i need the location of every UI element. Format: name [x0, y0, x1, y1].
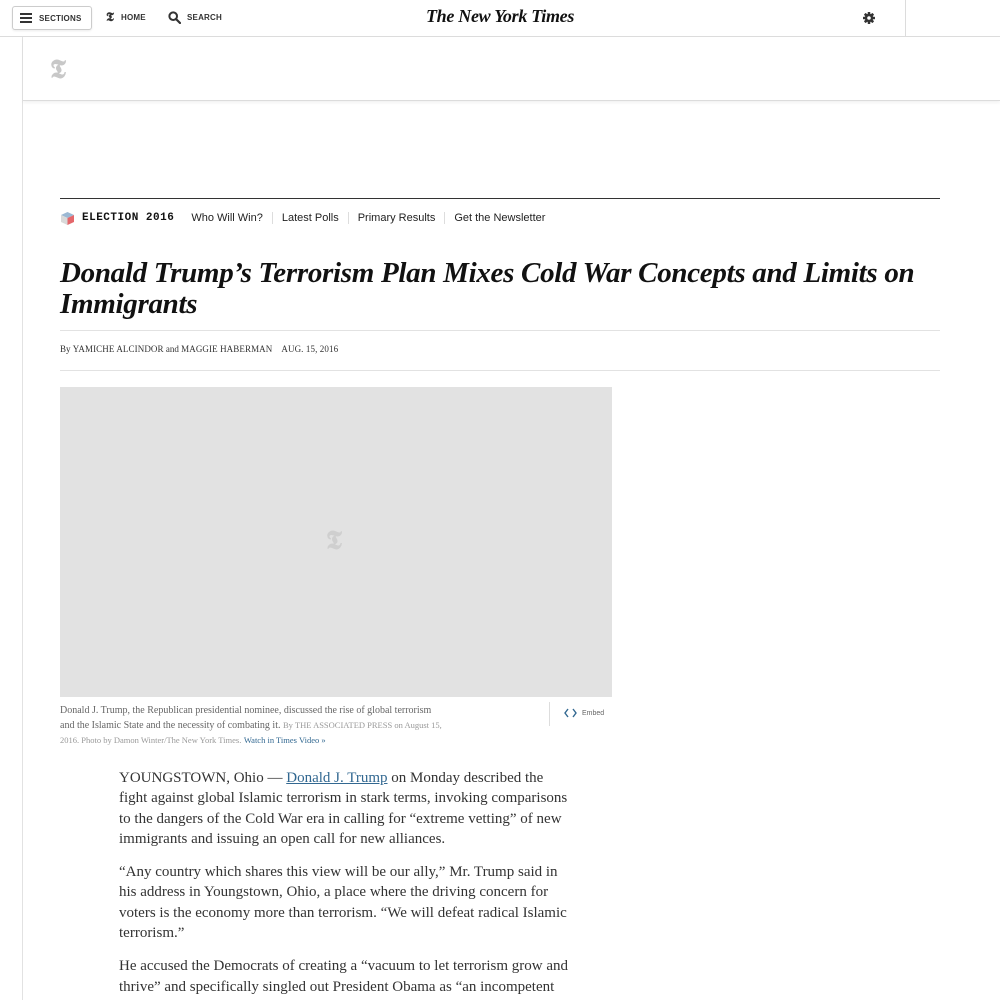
author-link-haberman[interactable]: MAGGIE HABERMAN	[181, 344, 273, 354]
election-title[interactable]: ELECTION 2016	[82, 212, 175, 224]
video-caption	[60, 703, 445, 748]
donald-trump-link[interactable]: Donald J. Trump	[286, 770, 388, 786]
topbar-divider	[905, 0, 906, 37]
left-gutter	[0, 37, 23, 1000]
election-link-who-will-win[interactable]: Who Will Win?	[191, 212, 263, 224]
embed-code-icon	[564, 708, 577, 718]
byline-prefix: By	[60, 344, 71, 354]
election-link-latest-polls[interactable]: Latest Polls	[272, 212, 348, 224]
search-label: SEARCH	[187, 13, 222, 22]
paragraph-3: He accused the Democrats of creating a “vacuum to let terrorism grow and thrive” and specifically singled out President Obama as “an incompetent	[119, 958, 568, 995]
nyt-masthead-logo[interactable]: The New York Times	[425, 6, 575, 26]
embed-divider	[549, 702, 550, 726]
home-label: HOME	[120, 12, 146, 22]
publish-date: AUG. 15, 2016	[281, 344, 339, 354]
nyt-t-logo-icon: 𝕿	[50, 55, 66, 84]
top-navigation-bar	[0, 0, 1000, 37]
caption-credit: By THE ASSOCIATED PRESS on August 15, 2016. Photo by Damon Winter/The New York Times.	[60, 720, 442, 745]
nyt-t-icon: 𝕿	[106, 9, 114, 24]
caption-text: Donald J. Trump, the Republican presidential nominee, discussed the rise of global terrorism and the Islamic State and the necessity of combating it.	[60, 705, 432, 731]
embed-label: Embed	[582, 709, 605, 717]
election-2016-bar	[60, 210, 554, 226]
ad-banner-area	[23, 37, 1000, 101]
election-link-primary-results[interactable]: Primary Results	[348, 212, 445, 224]
byline-authors	[60, 344, 272, 354]
paragraph-1-dateline: YOUNGSTOWN, Ohio —	[119, 770, 287, 786]
author-link-alcindor[interactable]: YAMICHE ALCINDOR	[72, 344, 164, 354]
election-link-newsletter[interactable]: Get the Newsletter	[444, 212, 554, 224]
embed-button[interactable]	[564, 708, 604, 718]
ballot-box-icon	[60, 211, 75, 226]
byline	[60, 344, 338, 354]
gear-icon[interactable]	[862, 11, 876, 25]
video-placeholder-t-icon: 𝕿	[326, 526, 342, 555]
election-divider	[60, 198, 940, 199]
paragraph-1	[119, 768, 569, 849]
article-body	[119, 768, 569, 1000]
byline-and: and	[165, 344, 179, 354]
paragraph-1-text: on Monday described the fight against global Islamic terrorism in stark terms, invoking comparisons to the dangers of the Cold War era in calling for “extreme vetting” of new immigrants and issuing an open call for new alliances.	[119, 770, 568, 847]
paragraph-2: “Any country which shares this view will be our ally,” Mr. Trump said in his address in Youngstown, Ohio, a place where the driving concern for voters is the economy more than terrorism. “We will defeat radical Islamic terrorism.”	[119, 864, 567, 942]
sections-label: SECTIONS	[39, 13, 82, 23]
byline-divider	[60, 370, 940, 371]
headline-divider	[60, 330, 940, 331]
article-headline: Donald Trump’s Terrorism Plan Mixes Cold War Concepts and Limits on Immigrants	[60, 257, 915, 320]
watch-in-times-video-link[interactable]: Watch in Times Video »	[243, 735, 326, 745]
